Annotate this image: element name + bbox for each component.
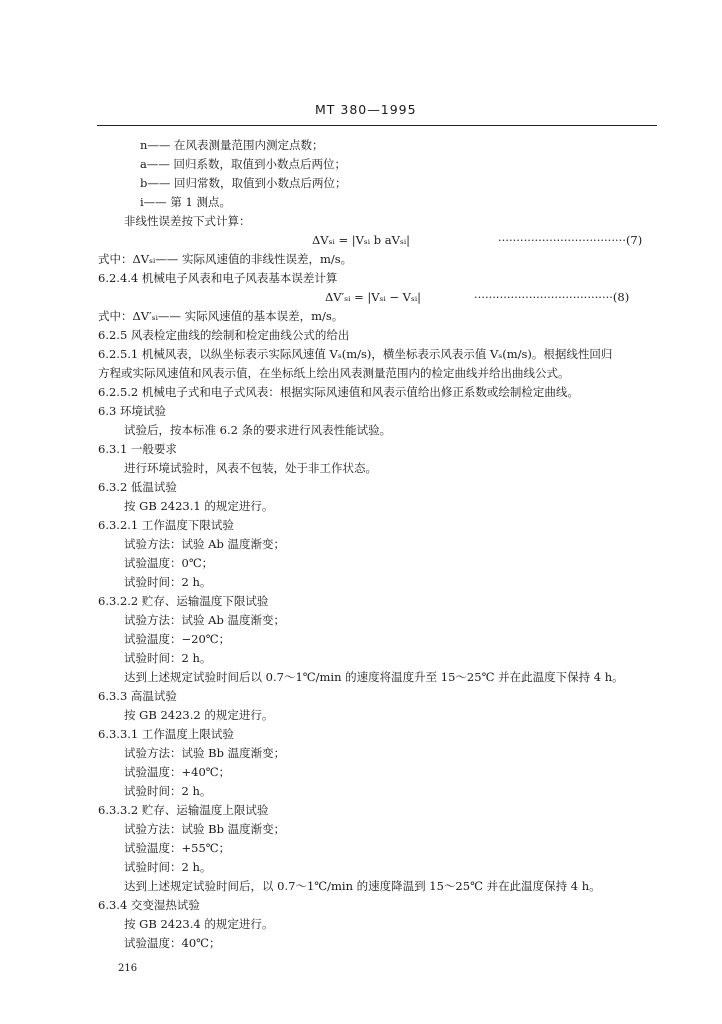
section-6-3-3: 6.3.3 高温试验 [98,689,177,703]
equation-7-number: ···································(7) [498,233,643,247]
test-method-ab-1: 试验方法：试验 Ab 温度渐变； [124,537,285,551]
section-6-3: 6.3 环境试验 [98,404,166,418]
env-test-intro: 试验后，按本标准 6.2 条的要求进行风表性能试验。 [124,423,392,437]
test-time-2: 试验时间：2 h。 [124,651,212,665]
header-rule [97,125,657,126]
test-time-4: 试验时间：2 h。 [124,860,212,874]
section-6-3-2-2: 6.3.2.2 贮存、运输温度下限试验 [98,594,269,608]
test-temp-plus55: 试验温度：+55℃； [124,841,231,855]
nonlinear-intro: 非线性误差按下式计算： [124,214,251,228]
eq8-where: 式中：ΔV′ₛᵢ—— 实际风速值的基本误差，m/s。 [98,309,344,323]
section-6-2-4-4: 6.2.4.4 机械电子风表和电子风表基本误差计算 [98,271,338,285]
eq7-where: 式中：ΔVₛᵢ—— 实际风速值的非线性误差，m/s。 [98,252,353,266]
test-method-ab-2: 试验方法：试验 Ab 温度渐变； [124,613,285,627]
low-temp-ref: 按 GB 2423.1 的规定进行。 [124,499,274,513]
equation-7: ΔVₛᵢ = |Vₛᵢ b aVₛᵢ| [312,233,411,247]
section-6-3-1: 6.3.1 一般要求 [98,442,177,456]
test-temp-minus20: 试验温度：−20℃； [124,632,231,646]
section-6-3-2-1: 6.3.2.1 工作温度下限试验 [98,518,234,532]
section-6-3-2: 6.3.2 低温试验 [98,480,177,494]
test-method-bb-2: 试验方法：试验 Bb 温度渐变； [124,822,286,836]
section-6-2-5-1: 6.2.5.1 机械风表，以纵坐标表示实际风速值 Vₛ(m/s)，横坐标表示风表示值 Vₛ(m/s)。根据线性回归 [98,347,613,361]
section-6-3-3-2: 6.3.3.2 贮存、运输温度上限试验 [98,803,269,817]
test-method-bb-1: 试验方法：试验 Bb 温度渐变； [124,746,286,760]
test-temp-plus40: 试验温度：+40℃； [124,765,231,779]
recovery-warmup: 达到上述规定试验时间后以 0.7～1℃/min 的速度将温度升至 15～25℃ 并在此温度下保持 4 h。 [124,670,624,684]
running-header: MT 380—1995 [315,102,417,117]
section-6-3-4: 6.3.4 交变湿热试验 [98,898,200,912]
test-time-3: 试验时间：2 h。 [124,784,212,798]
recovery-cooldown: 达到上述规定试验时间后，以 0.7～1℃/min 的速度降温到 15～25℃ 并在此温度保持 4 h。 [124,879,601,893]
def-b: b—— 回归常数，取值到小数点后两位； [140,176,347,190]
equation-8: ΔV′ₛᵢ = |Vₛᵢ − Vₛᵢ| [325,290,422,304]
page-number: 216 [118,963,138,974]
general-req-text: 进行环境试验时，风表不包装，处于非工作状态。 [124,461,377,475]
section-6-2-5-1-cont: 方程或实际风速值和风表示值，在坐标纸上绘出风表测量范围内的检定曲线并给出曲线公式。 [98,366,570,380]
def-a: a—— 回归系数，取值到小数点后两位； [140,157,347,171]
section-6-3-3-1: 6.3.3.1 工作温度上限试验 [98,727,234,741]
damp-heat-ref: 按 GB 2423.4 的规定进行。 [124,917,274,931]
test-temp-40: 试验温度：40℃； [124,936,221,950]
def-i: i—— 第 1 测点。 [140,195,231,209]
test-time-1: 试验时间：2 h。 [124,575,212,589]
section-6-2-5: 6.2.5 风表检定曲线的绘制和检定曲线公式的给出 [98,328,350,342]
equation-8-number: ······································(8) [474,290,630,304]
def-n: n—— 在风表测量范围内测定点数； [140,138,324,152]
section-6-2-5-2: 6.2.5.2 机械电子式和电子式风表：根据实际风速值和风表示值给出修正系数或绘制检定曲线。 [98,385,579,399]
test-temp-0: 试验温度：0℃； [124,556,214,570]
high-temp-ref: 按 GB 2423.2 的规定进行。 [124,708,274,722]
